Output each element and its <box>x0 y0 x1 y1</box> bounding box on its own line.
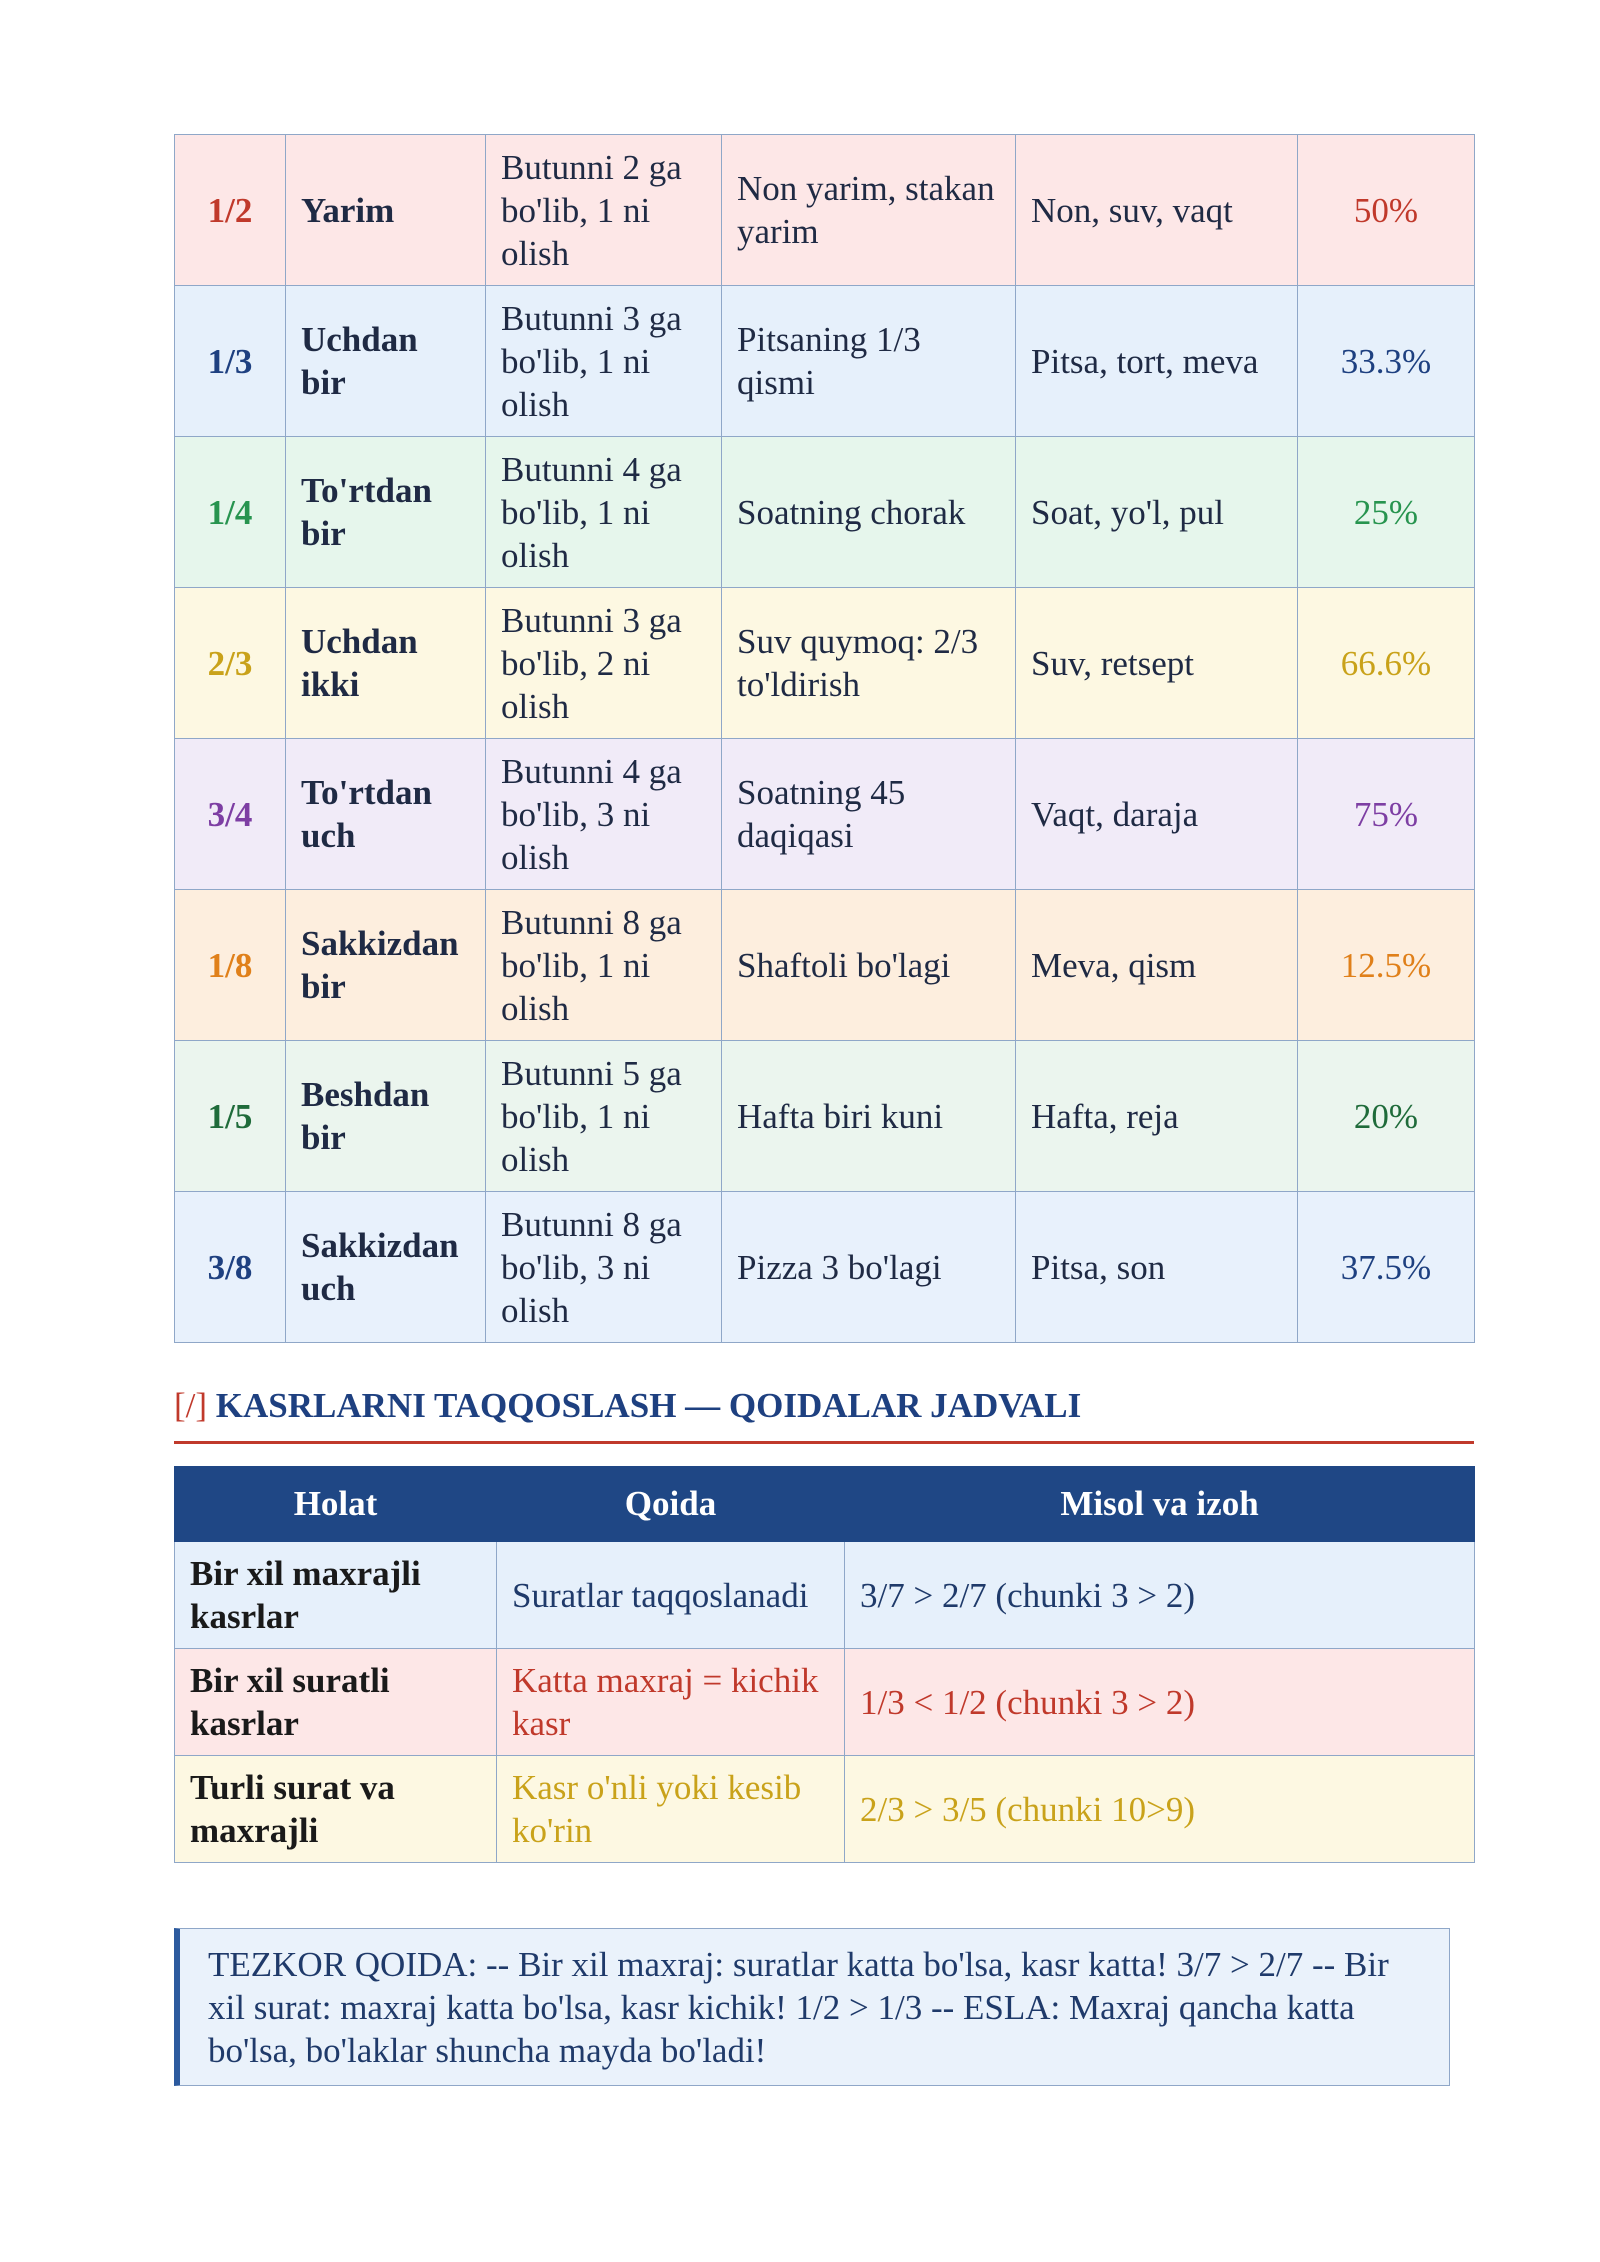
rule-row <box>175 1542 1475 1649</box>
fraction-percent-cell: 37.5% <box>1298 1192 1475 1343</box>
rules-header-misol: Misol va izoh <box>845 1467 1475 1542</box>
rule-case-cell: Bir xil suratli kasrlar <box>175 1649 497 1756</box>
fractions-table <box>174 134 1475 1343</box>
fraction-name-cell: Yarim <box>286 135 486 286</box>
fraction-cell: 1/8 <box>175 890 286 1041</box>
fraction-usage-cell: Vaqt, daraja <box>1016 739 1298 890</box>
fraction-percent-cell: 12.5% <box>1298 890 1475 1041</box>
fraction-usage-cell: Pitsa, tort, meva <box>1016 286 1298 437</box>
fraction-usage-cell: Suv, retsept <box>1016 588 1298 739</box>
fraction-usage-cell: Soat, yo'l, pul <box>1016 437 1298 588</box>
quick-rule-box <box>174 1928 1450 2086</box>
rule-case-cell: Turli surat va maxrajli <box>175 1756 497 1863</box>
fraction-percent-cell: 33.3% <box>1298 286 1475 437</box>
fraction-percent-cell: 50% <box>1298 135 1475 286</box>
rule-row <box>175 1649 1475 1756</box>
fraction-row <box>175 739 1475 890</box>
fraction-name-cell: Uchdan bir <box>286 286 486 437</box>
rules-header-row <box>175 1467 1475 1542</box>
fraction-example-cell: Shaftoli bo'lagi <box>722 890 1016 1041</box>
fraction-row <box>175 286 1475 437</box>
rule-text-cell: Katta maxraj = kichik kasr <box>497 1649 845 1756</box>
fraction-example-cell: Pizza 3 bo'lagi <box>722 1192 1016 1343</box>
fraction-cell: 2/3 <box>175 588 286 739</box>
fraction-example-cell: Suv quymoq: 2/3 to'ldirish <box>722 588 1016 739</box>
rules-header-holat: Holat <box>175 1467 497 1542</box>
rule-example-cell: 1/3 < 1/2 (chunki 3 > 2) <box>845 1649 1475 1756</box>
quick-rule-text: TEZKOR QOIDA: -- Bir xil maxraj: suratlar katta bo'lsa, kasr katta! 3/7 > 2/7 -- Bir xil surat: maxraj katta bo'lsa, kasr kichik! 1/2 > 1/3 -- ESLA: Maxraj qancha katta bo'lsa, bo'laklar shuncha mayda bo'ladi! <box>208 1945 1389 2070</box>
fraction-row <box>175 1192 1475 1343</box>
fraction-name-cell: Sakkizdan uch <box>286 1192 486 1343</box>
rule-case-cell: Bir xil maxrajli kasrlar <box>175 1542 497 1649</box>
fraction-usage-cell: Meva, qism <box>1016 890 1298 1041</box>
fraction-cell: 3/8 <box>175 1192 286 1343</box>
section-divider <box>174 1441 1474 1444</box>
fraction-meaning-cell: Butunni 4 ga bo'lib, 3 ni olish <box>486 739 722 890</box>
fraction-row <box>175 588 1475 739</box>
rule-row <box>175 1756 1475 1863</box>
fraction-usage-cell: Hafta, reja <box>1016 1041 1298 1192</box>
fraction-row <box>175 135 1475 286</box>
rule-example-cell: 2/3 > 3/5 (chunki 10>9) <box>845 1756 1475 1863</box>
fraction-cell: 1/5 <box>175 1041 286 1192</box>
fraction-meaning-cell: Butunni 3 ga bo'lib, 2 ni olish <box>486 588 722 739</box>
fraction-percent-cell: 25% <box>1298 437 1475 588</box>
fraction-name-cell: Sakkizdan bir <box>286 890 486 1041</box>
fraction-cell: 3/4 <box>175 739 286 890</box>
fraction-name-cell: To'rtdan bir <box>286 437 486 588</box>
rules-header-qoida: Qoida <box>497 1467 845 1542</box>
fraction-row <box>175 437 1475 588</box>
comparison-rules-table <box>174 1466 1475 1863</box>
fraction-name-cell: Uchdan ikki <box>286 588 486 739</box>
fraction-usage-cell: Non, suv, vaqt <box>1016 135 1298 286</box>
fraction-name-cell: Beshdan bir <box>286 1041 486 1192</box>
fraction-cell: 1/2 <box>175 135 286 286</box>
fraction-example-cell: Non yarim, stakan yarim <box>722 135 1016 286</box>
fraction-meaning-cell: Butunni 2 ga bo'lib, 1 ni olish <box>486 135 722 286</box>
rule-text-cell: Kasr o'nli yoki kesib ko'rin <box>497 1756 845 1863</box>
fraction-percent-cell: 66.6% <box>1298 588 1475 739</box>
fraction-meaning-cell: Butunni 8 ga bo'lib, 3 ni olish <box>486 1192 722 1343</box>
section-heading-tag: [/] <box>174 1386 208 1425</box>
fraction-percent-cell: 75% <box>1298 739 1475 890</box>
fraction-example-cell: Soatning 45 daqiqasi <box>722 739 1016 890</box>
fraction-meaning-cell: Butunni 8 ga bo'lib, 1 ni olish <box>486 890 722 1041</box>
section-heading <box>174 1386 1474 1426</box>
fraction-row <box>175 1041 1475 1192</box>
rule-example-cell: 3/7 > 2/7 (chunki 3 > 2) <box>845 1542 1475 1649</box>
fraction-meaning-cell: Butunni 5 ga bo'lib, 1 ni olish <box>486 1041 722 1192</box>
fraction-cell: 1/3 <box>175 286 286 437</box>
section-heading-title: KASRLARNI TAQQOSLASH — QOIDALAR JADVALI <box>215 1386 1082 1425</box>
rule-text-cell: Suratlar taqqoslanadi <box>497 1542 845 1649</box>
fraction-meaning-cell: Butunni 3 ga bo'lib, 1 ni olish <box>486 286 722 437</box>
fraction-example-cell: Hafta biri kuni <box>722 1041 1016 1192</box>
fraction-example-cell: Soatning chorak <box>722 437 1016 588</box>
fraction-meaning-cell: Butunni 4 ga bo'lib, 1 ni olish <box>486 437 722 588</box>
fraction-example-cell: Pitsaning 1/3 qismi <box>722 286 1016 437</box>
fraction-usage-cell: Pitsa, son <box>1016 1192 1298 1343</box>
fraction-percent-cell: 20% <box>1298 1041 1475 1192</box>
fraction-name-cell: To'rtdan uch <box>286 739 486 890</box>
fraction-cell: 1/4 <box>175 437 286 588</box>
fraction-row <box>175 890 1475 1041</box>
